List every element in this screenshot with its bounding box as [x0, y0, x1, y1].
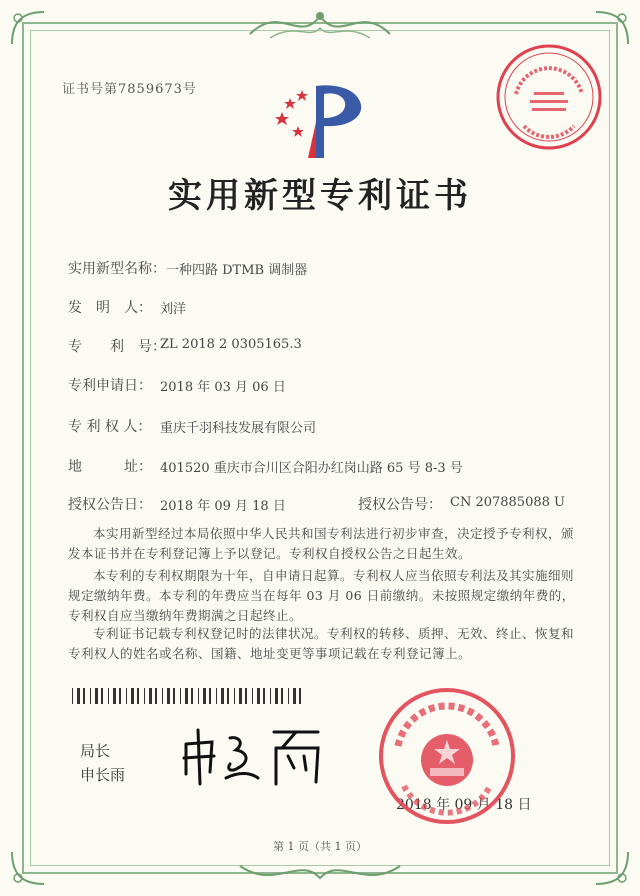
barcode-bar [90, 688, 91, 704]
handwritten-signature [178, 722, 328, 788]
barcode-bar [131, 688, 134, 704]
barcode-bar [180, 688, 181, 704]
corner-ornament-bottom-right-icon [592, 848, 632, 888]
signature-name: 申长雨 [80, 766, 126, 784]
barcode-bar [203, 688, 206, 704]
barcode-bar [137, 688, 139, 704]
patent-office-logo-icon [268, 82, 378, 162]
barcode-bar [270, 688, 271, 704]
barcode [72, 688, 308, 704]
barcode-bar [227, 688, 229, 704]
barcode-bar [288, 688, 289, 704]
paragraph-legal-status: 专利证书记载专利权登记时的法律状况。专利权的转移、质押、无效、终止、恢复和专利权人的姓名或名称、国籍、地址变更等事项记载在专利登记簿上。 [68, 626, 575, 661]
barcode-bar [155, 688, 157, 704]
paragraph-term: 本专利的专利权期限为十年，自申请日起算。专利权人应当依照专利法及其实施细则规定缴纳年费。本专利的年费应当在每年 03 月 06 日前缴纳。未按照规定缴纳年费的，专利权自应当缴纳年费期满之日起终止。 [68, 568, 575, 623]
barcode-bar [275, 688, 278, 704]
barcode-bar [293, 688, 296, 704]
patent-number-label: 专 利 号： [68, 339, 166, 355]
address-value: 401520 重庆市合川区合阳办红岗山路 65 号 8-3 号 [160, 461, 463, 476]
patentee-label: 专 利 权 人： [68, 419, 152, 435]
barcode-bar [257, 688, 260, 704]
patent-number-value: ZL 2018 2 0305165.3 [160, 337, 302, 352]
certificate-number: 证书号第7859673号 [62, 82, 197, 97]
barcode-bar [239, 688, 242, 704]
grant-number-label: 授权公告号： [358, 497, 442, 513]
corner-ornament-bottom-left-icon [8, 848, 48, 888]
barcode-bar [95, 688, 98, 704]
top-ornament-icon [240, 4, 400, 46]
barcode-bar [113, 688, 116, 704]
barcode-bar [108, 688, 109, 704]
name-label: 实用新型名称： [68, 261, 166, 277]
certificate-title: 实用新型专利证书 [168, 176, 472, 216]
bottom-ornament-icon [230, 856, 410, 890]
address-label: 地 址： [68, 459, 152, 475]
barcode-bar [281, 688, 283, 704]
barcode-bar [144, 688, 145, 704]
inventor-label: 发 明 人： [68, 300, 152, 316]
barcode-bar [101, 688, 103, 704]
barcode-bar [245, 688, 247, 704]
barcode-bar [119, 688, 121, 704]
patentee-value: 重庆千羽科技发展有限公司 [160, 421, 317, 436]
barcode-bar [252, 688, 253, 704]
barcode-bar [162, 688, 163, 704]
barcode-bar [77, 688, 80, 704]
page-footer: 第 1 页（共 1 页） [273, 840, 367, 853]
grant-number-value: CN 207885088 U [450, 495, 565, 510]
inventor-value: 刘洋 [160, 302, 187, 317]
barcode-bar [173, 688, 175, 704]
signature-title: 局长 [80, 742, 111, 760]
barcode-bar [263, 688, 265, 704]
grant-date-label: 授权公告日： [68, 497, 152, 513]
barcode-bar [221, 688, 224, 704]
paragraph-examination: 本实用新型经过本局依照中华人民共和国专利法进行初步审查，决定授予专利权，颁发本证书并在专利登记簿上予以登记。专利权自授权公告之日起生效。 [68, 526, 575, 561]
barcode-bar [191, 688, 193, 704]
issue-date: 2018 年 09 月 18 日 [396, 797, 532, 813]
barcode-bar [234, 688, 235, 704]
barcode-bar [167, 688, 170, 704]
name-value: 一种四路 DTMB 调制器 [166, 263, 308, 278]
barcode-bar [185, 688, 188, 704]
barcode-bar [149, 688, 152, 704]
filing-date-label: 专利申请日： [68, 378, 152, 394]
barcode-bar [216, 688, 217, 704]
barcode-bar [83, 688, 85, 704]
patent-office-seal-stamp [372, 686, 522, 826]
barcode-bar [299, 688, 301, 704]
barcode-bar [72, 688, 73, 704]
tax-seal-stamp [494, 42, 604, 152]
barcode-bar [126, 688, 127, 704]
barcode-bar [198, 688, 199, 704]
filing-date-value: 2018 年 03 月 06 日 [160, 380, 286, 395]
barcode-bar [209, 688, 211, 704]
corner-ornament-top-left-icon [8, 8, 48, 48]
grant-date-value: 2018 年 09 月 18 日 [160, 499, 286, 514]
